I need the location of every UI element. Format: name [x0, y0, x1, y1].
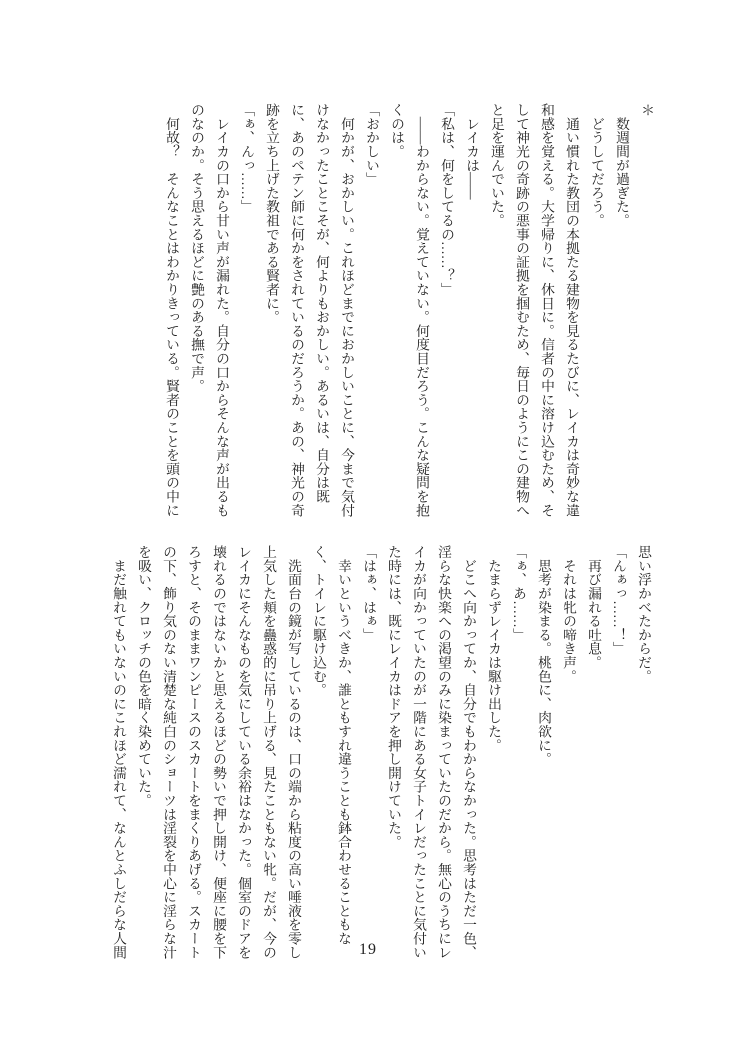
text-line: た時には、既にレイカはドアを押し開けていた。: [386, 545, 401, 849]
text-line: 洗面台の鏡が写しているのは、口の端から粘度の高い唾液を零し: [286, 545, 301, 959]
text-line: 「はぁ、はぁ」: [361, 545, 376, 642]
text-line: して神光の奇跡の悪事の証拠を掴むため、毎日のようにこの建物へ: [514, 103, 529, 517]
text-line: ろすと、そのままワンピースのスカートをまくりあげる。スカート: [186, 545, 201, 959]
text-line: まだ触れてもいないのにこれほど濡れて、なんとふしだらな人間: [111, 545, 126, 959]
text-line: どうしてだろう。: [589, 103, 604, 228]
text-line: レイカの口から甘い声が漏れた。自分の口からそんな声が出るも: [214, 103, 229, 517]
text-line: を吸い、クロッチの色を暗く染めていた。: [136, 545, 151, 808]
text-line: 「私は、何をしてるの……？」: [439, 103, 454, 297]
text-line: 幸いというべきか、誰ともすれ違うことも鉢合わせることもな: [336, 545, 351, 946]
text-line: 再び漏れる吐息。: [586, 545, 601, 670]
text-line: 思い浮かべたからだ。: [636, 545, 651, 683]
text-line: 数週間が過ぎた。: [614, 103, 629, 228]
text-line: ――わからない。覚えていない。何度目だろう。こんな疑問を抱: [414, 103, 429, 517]
text-line: 壊れるのではないかと思えるほどの勢いで押し開け、便座に腰を下: [211, 545, 226, 959]
page-number: 19: [359, 941, 377, 958]
text-line: 思考が染まる。桃色に、肉欲に。: [536, 545, 551, 766]
text-line: 「ぁ、んっ……」: [239, 103, 254, 214]
text-line: 何故？ そんなことはわかりきっている。賢者のことを頭の中に: [164, 103, 179, 517]
text-line: と足を運んでいた。: [489, 103, 504, 228]
text-line: に、あのペテン師に何かをされているのだろうか。あの、神光の奇: [289, 103, 304, 517]
text-line: レイカにそんなものを気にしている余裕はなかった。個室のドアを: [236, 545, 251, 959]
text-line: く、トイレに駆け込む。: [311, 545, 326, 697]
text-line: イカが向かっていたのが一階にある女子トイレだったことに気付い: [411, 545, 426, 959]
text-line: 何かが、おかしい。これほどまでにおかしいことに、今まで気付: [339, 103, 354, 517]
text-line: 和感を覚える。大学帰りに、休日に。信者の中に溶け込むため、そ: [539, 103, 554, 517]
text-line: どこへ向かってか、自分でもわからなかった。思考はただ一色、: [461, 545, 476, 959]
bottom-text-block: [106, 545, 656, 959]
text-line: 淫らな快楽への渇望のみに染まっていたのだから。無心のうちにレ: [436, 545, 451, 959]
text-line: くのは。: [389, 103, 404, 159]
text-line: 「おかしい」: [364, 103, 379, 186]
top-text-block: [159, 103, 659, 517]
text-line: それは牝の啼き声。: [561, 545, 576, 683]
text-line: レイカは――: [464, 103, 479, 200]
text-line: の下、飾り気のない清楚な純白のショーツは淫裂を中心に淫らな汁: [161, 545, 176, 959]
text-line: 跡を立ち上げた教祖である賢者に。: [264, 103, 279, 324]
text-line: のなのか。そう思えるほどに艶のある撫で声。: [189, 103, 204, 393]
text-line: 「ぁ、あ……」: [511, 545, 526, 642]
section-divider: ＊: [639, 103, 654, 117]
text-line: 通い慣れた教団の本拠たる建物を見るたびに、レイカは奇妙な違: [564, 103, 579, 517]
text-line: たまらずレイカは駆け出した。: [486, 545, 501, 752]
text-line: けなかったことこそが、何よりもおかしい。あるいは、自分は既: [314, 103, 329, 504]
text-line: 「んぁっ……！」: [611, 545, 626, 656]
text-line: 上気した頬を蠱惑的に吊り上げる、見たこともない牝。だが、今の: [261, 545, 276, 959]
